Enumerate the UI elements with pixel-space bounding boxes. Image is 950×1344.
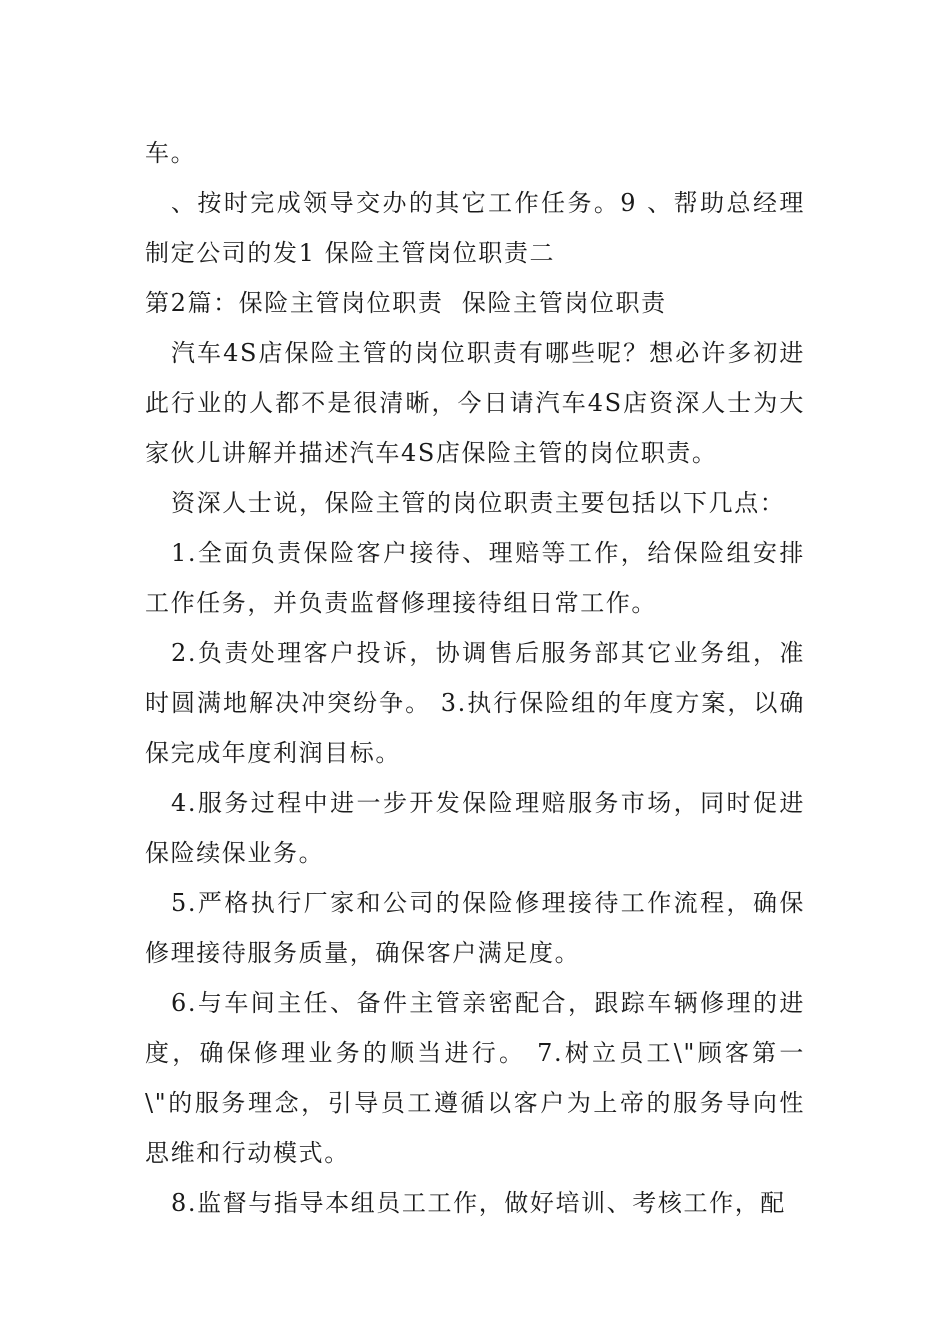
- paragraph-duty-5: 5.严格执行厂家和公司的保险修理接待工作流程，确保修理接待服务质量，确保客户满足度。: [145, 889, 805, 967]
- paragraph-duty-6-7: 6.与车间主任、备件主管亲密配合，跟踪车辆修理的进度，确保修理业务的顺当进行。 7.树立员工\"顾客第一\"的服务理念，引导员工遵循以客户为上帝的服务导向性思维和行动模式。: [145, 989, 805, 1167]
- paragraph-duty-1: 1.全面负责保险客户接待、理赔等工作，给保险组安排工作任务，并负责监督修理接待组日常工作。: [145, 539, 805, 617]
- section-heading: 第2篇：保险主管岗位职责 保险主管岗位职责: [145, 289, 667, 317]
- paragraph-duty-2-3: 2.负责处理客户投诉，协调售后服务部其它业务组，准时圆满地解决冲突纷争。 3.执行保险组的年度方案，以确保完成年度利润目标。: [145, 639, 805, 767]
- paragraph-duty-4: 4.服务过程中进一步开发保险理赔服务市场，同时促进保险续保业务。: [145, 789, 805, 867]
- paragraph-duty-8: 8.监督与指导本组员工工作，做好培训、考核工作，配: [171, 1189, 786, 1217]
- paragraph-continuation: 车。: [145, 139, 197, 167]
- paragraph-task-item: 、按时完成领导交办的其它工作任务。9 、帮助总经理制定公司的发1 保险主管岗位职责二: [145, 189, 805, 267]
- paragraph-summary: 资深人士说，保险主管的岗位职责主要包括以下几点：: [171, 489, 786, 517]
- document-body: [145, 128, 805, 1228]
- paragraph-intro: 汽车4S店保险主管的岗位职责有哪些呢？想必许多初进此行业的人都不是很清晰，今日请汽车4S店资深人士为大家伙儿讲解并描述汽车4S店保险主管的岗位职责。: [145, 339, 805, 467]
